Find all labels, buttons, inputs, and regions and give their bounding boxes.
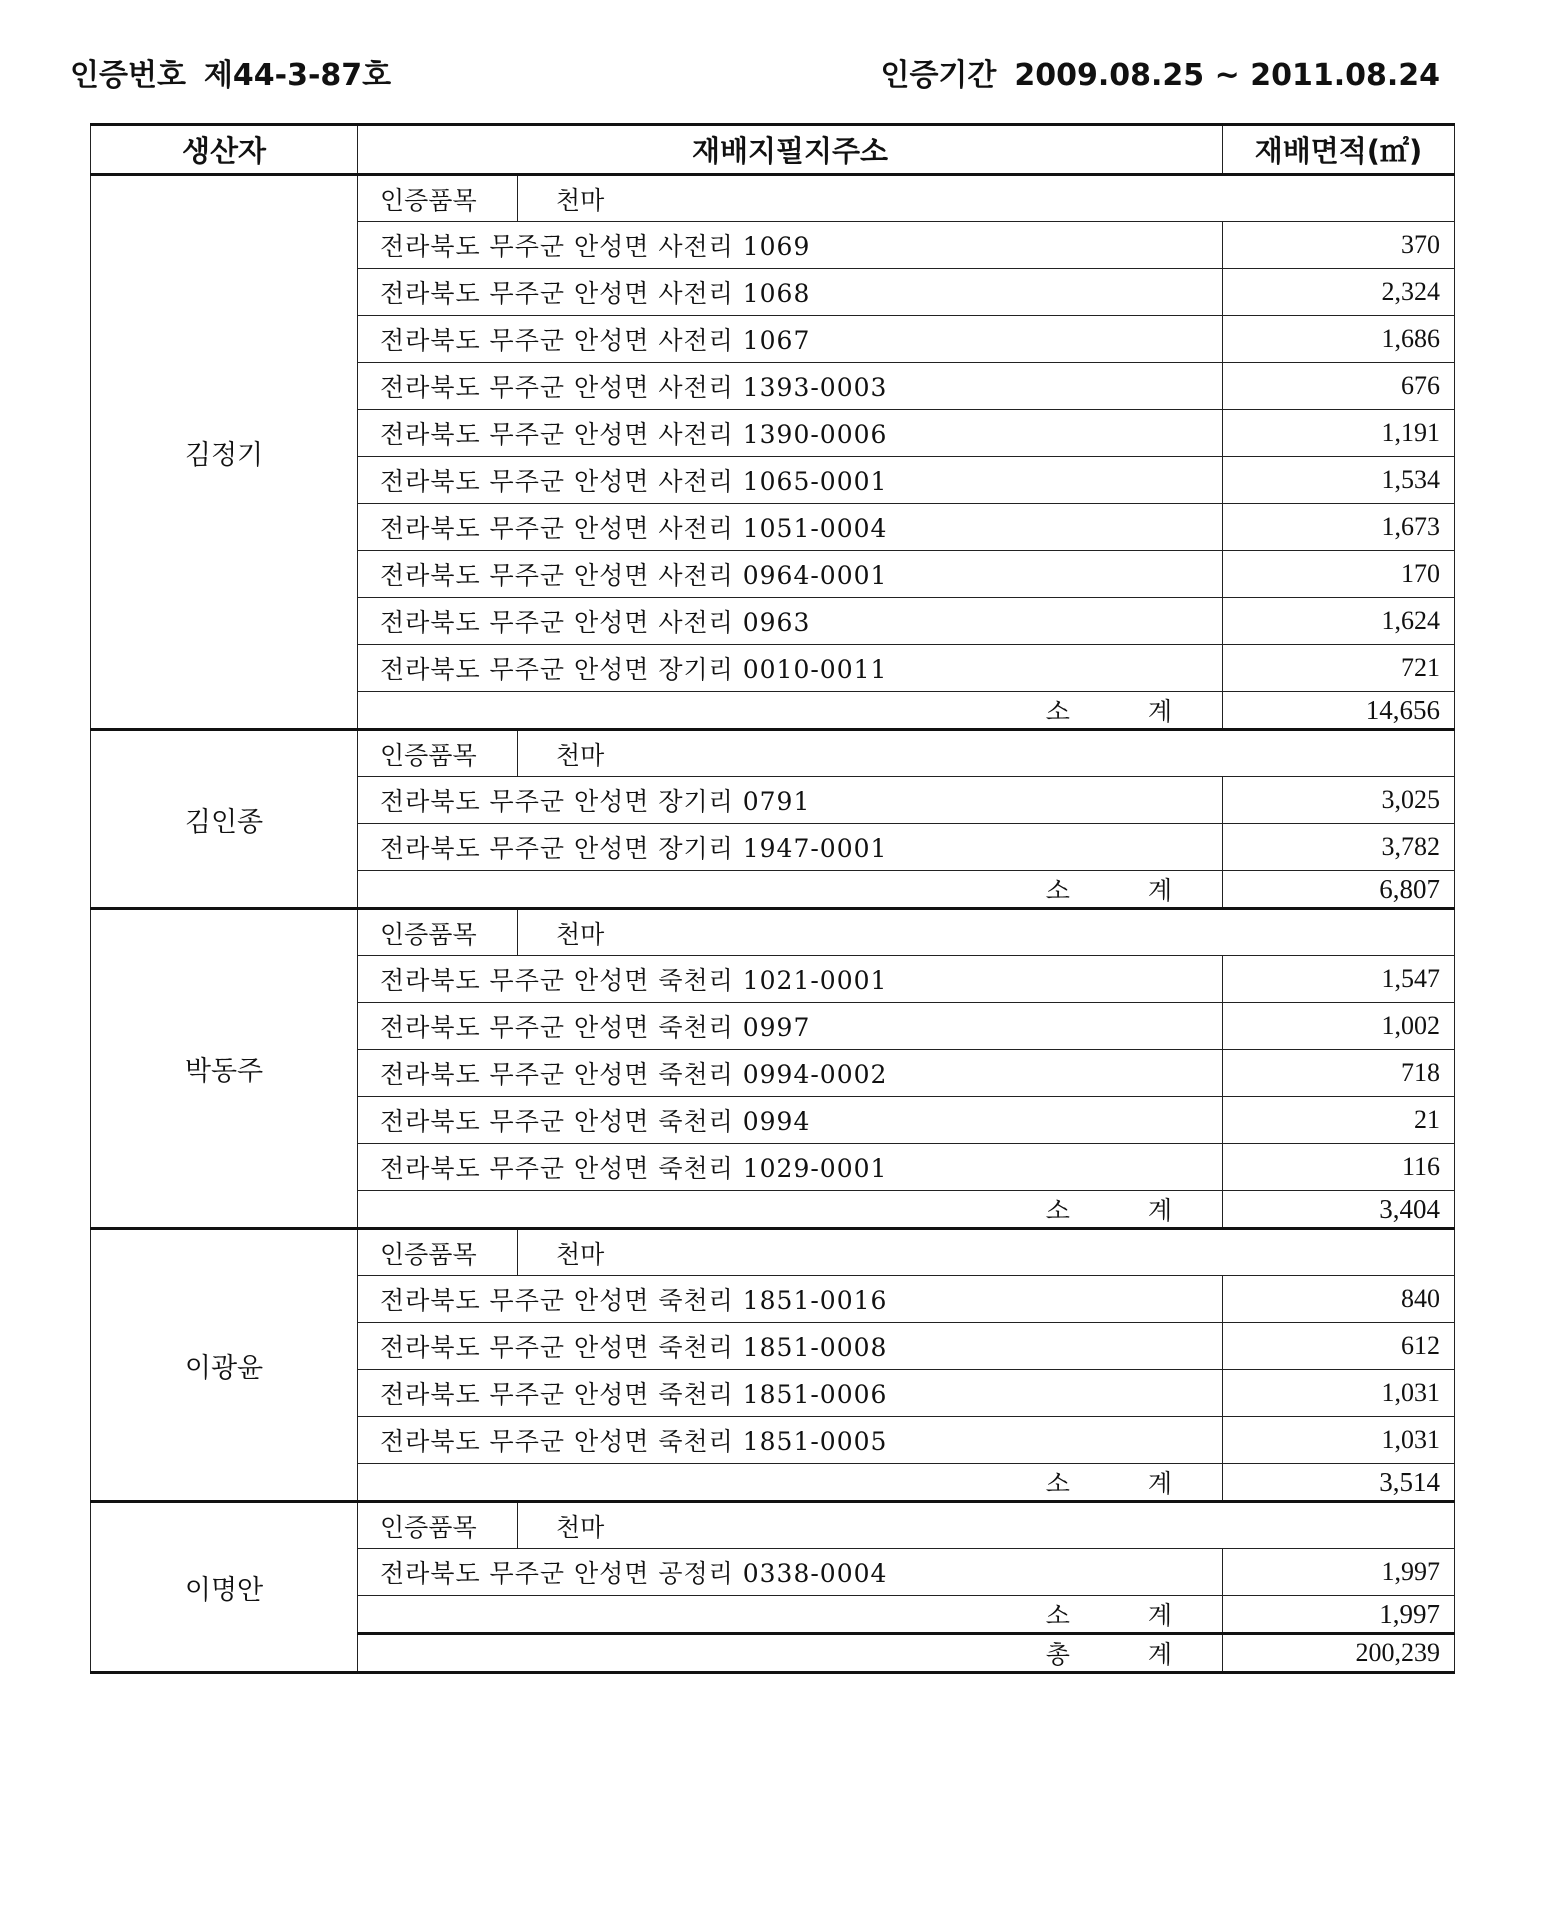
parcel-area: 718 <box>1223 1050 1455 1097</box>
area-column-header: 재배면적(㎡) <box>1223 125 1455 175</box>
producer-column-header: 생산자 <box>91 125 358 175</box>
cultivation-table <box>90 123 1455 1674</box>
cert-item-value: 천마 <box>518 730 1455 777</box>
subtotal-label: 소 계 <box>358 692 1223 730</box>
cert-period-label: 인증기간 <box>880 58 997 93</box>
cert-number-value: 제44-3-87호 <box>203 58 392 93</box>
parcel-address: 전라북도 무주군 안성면 죽천리 1851-0016 <box>358 1276 1223 1323</box>
parcel-area: 1,997 <box>1223 1549 1455 1596</box>
parcel-area: 170 <box>1223 551 1455 598</box>
cert-period-value: 2009.08.25 ~ 2011.08.24 <box>1014 58 1440 93</box>
parcel-address: 전라북도 무주군 안성면 죽천리 1029-0001 <box>358 1144 1223 1191</box>
subtotal-value: 6,807 <box>1223 871 1455 909</box>
cert-item-row <box>91 1502 1455 1549</box>
parcel-area: 1,673 <box>1223 504 1455 551</box>
subtotal-value: 1,997 <box>1223 1596 1455 1634</box>
parcel-area: 3,782 <box>1223 824 1455 871</box>
parcel-area: 1,191 <box>1223 410 1455 457</box>
parcel-address: 전라북도 무주군 안성면 죽천리 0997 <box>358 1003 1223 1050</box>
parcel-area: 1,031 <box>1223 1417 1455 1464</box>
parcel-address: 전라북도 무주군 안성면 사전리 1393-0003 <box>358 363 1223 410</box>
producer-name: 이명안 <box>91 1502 358 1673</box>
parcel-address: 전라북도 무주군 안성면 사전리 1068 <box>358 269 1223 316</box>
producer-name: 박동주 <box>91 909 358 1229</box>
cert-item-label: 인증품목 <box>358 175 518 222</box>
parcel-area: 1,686 <box>1223 316 1455 363</box>
cert-item-label: 인증품목 <box>358 1229 518 1276</box>
cert-period <box>880 50 1440 94</box>
parcel-area: 370 <box>1223 222 1455 269</box>
parcel-area: 1,547 <box>1223 956 1455 1003</box>
cert-item-label: 인증품목 <box>358 909 518 956</box>
parcel-area: 116 <box>1223 1144 1455 1191</box>
parcel-address: 전라북도 무주군 안성면 사전리 1067 <box>358 316 1223 363</box>
parcel-address: 전라북도 무주군 안성면 죽천리 1021-0001 <box>358 956 1223 1003</box>
cert-item-label: 인증품목 <box>358 730 518 777</box>
parcel-area: 721 <box>1223 645 1455 692</box>
parcel-address: 전라북도 무주군 안성면 죽천리 0994-0002 <box>358 1050 1223 1097</box>
cert-item-row <box>91 909 1455 956</box>
cert-item-value: 천마 <box>518 1229 1455 1276</box>
subtotal-value: 3,514 <box>1223 1464 1455 1502</box>
cert-item-value: 천마 <box>518 175 1455 222</box>
cert-item-label: 인증품목 <box>358 1502 518 1549</box>
parcel-area: 3,025 <box>1223 777 1455 824</box>
cert-item-row <box>91 730 1455 777</box>
parcel-address: 전라북도 무주군 안성면 장기리 0010-0011 <box>358 645 1223 692</box>
subtotal-value: 14,656 <box>1223 692 1455 730</box>
grand-total-value: 200,239 <box>1223 1634 1455 1673</box>
parcel-area: 1,534 <box>1223 457 1455 504</box>
producer-name: 김정기 <box>91 175 358 730</box>
parcel-area: 676 <box>1223 363 1455 410</box>
parcel-address: 전라북도 무주군 안성면 사전리 0963 <box>358 598 1223 645</box>
parcel-area: 2,324 <box>1223 269 1455 316</box>
parcel-address: 전라북도 무주군 안성면 죽천리 1851-0008 <box>358 1323 1223 1370</box>
parcel-address: 전라북도 무주군 안성면 죽천리 1851-0005 <box>358 1417 1223 1464</box>
producer-name: 김인종 <box>91 730 358 909</box>
subtotal-label: 소 계 <box>358 1596 1223 1634</box>
cert-number <box>70 50 391 94</box>
parcel-address: 전라북도 무주군 안성면 사전리 0964-0001 <box>358 551 1223 598</box>
parcel-area: 21 <box>1223 1097 1455 1144</box>
parcel-area: 840 <box>1223 1276 1455 1323</box>
subtotal-label: 소 계 <box>358 871 1223 909</box>
cert-item-value: 천마 <box>518 909 1455 956</box>
parcel-address: 전라북도 무주군 안성면 공정리 0338-0004 <box>358 1549 1223 1596</box>
table-header-row <box>91 125 1455 175</box>
table-body <box>91 175 1455 1673</box>
cert-item-value: 천마 <box>518 1502 1455 1549</box>
producer-name: 이광윤 <box>91 1229 358 1502</box>
cert-item-row <box>91 1229 1455 1276</box>
parcel-address: 전라북도 무주군 안성면 사전리 1390-0006 <box>358 410 1223 457</box>
document-header <box>70 50 1440 94</box>
parcel-area: 1,031 <box>1223 1370 1455 1417</box>
subtotal-label: 소 계 <box>358 1464 1223 1502</box>
cert-number-label: 인증번호 <box>70 58 186 93</box>
parcel-address: 전라북도 무주군 안성면 사전리 1065-0001 <box>358 457 1223 504</box>
subtotal-value: 3,404 <box>1223 1191 1455 1229</box>
parcel-address: 전라북도 무주군 안성면 사전리 1069 <box>358 222 1223 269</box>
parcel-address: 전라북도 무주군 안성면 장기리 1947-0001 <box>358 824 1223 871</box>
cert-item-row <box>91 175 1455 222</box>
subtotal-label: 소 계 <box>358 1191 1223 1229</box>
address-column-header: 재배지필지주소 <box>358 125 1223 175</box>
parcel-address: 전라북도 무주군 안성면 죽천리 1851-0006 <box>358 1370 1223 1417</box>
parcel-area: 612 <box>1223 1323 1455 1370</box>
grand-total-label: 총 계 <box>358 1634 1223 1673</box>
parcel-address: 전라북도 무주군 안성면 죽천리 0994 <box>358 1097 1223 1144</box>
parcel-area: 1,002 <box>1223 1003 1455 1050</box>
parcel-address: 전라북도 무주군 안성면 장기리 0791 <box>358 777 1223 824</box>
parcel-area: 1,624 <box>1223 598 1455 645</box>
parcel-address: 전라북도 무주군 안성면 사전리 1051-0004 <box>358 504 1223 551</box>
